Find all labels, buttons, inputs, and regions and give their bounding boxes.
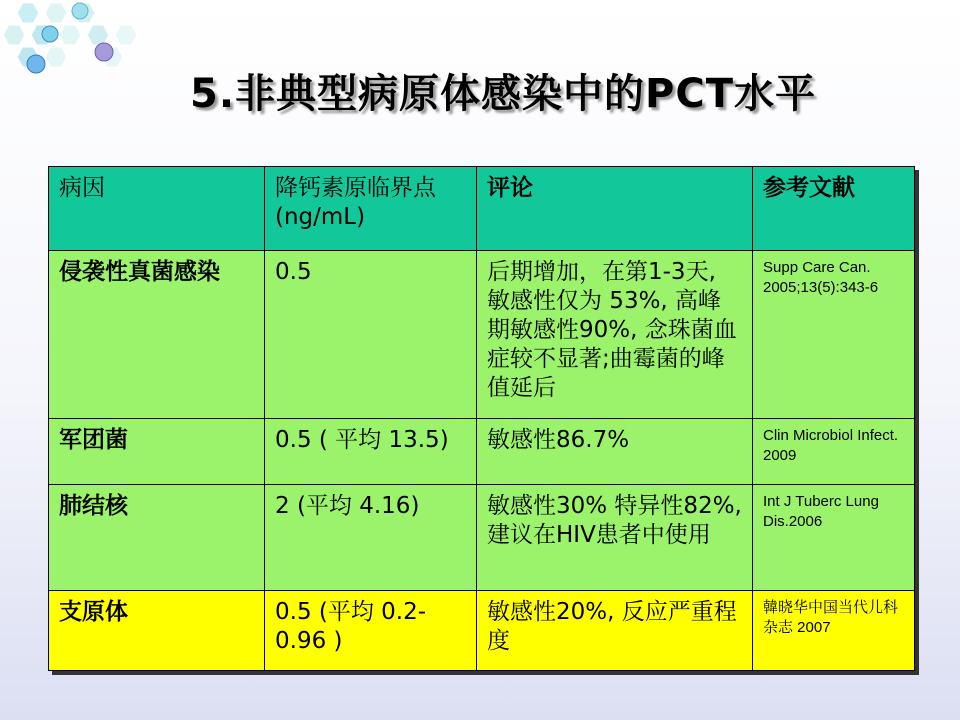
header-cause: 病因 — [49, 167, 265, 251]
cell-comment: 敏感性20%, 反应严重程度 — [477, 591, 753, 671]
cell-cutoff: 2 (平均 4.16) — [265, 485, 477, 591]
cell-comment: 敏感性30% 特异性82%, 建议在HIV患者中使用 — [477, 485, 753, 591]
cell-cause: 支原体 — [49, 591, 265, 671]
header-comment: 评论 — [477, 167, 753, 251]
cell-cause: 肺结核 — [49, 485, 265, 591]
table-header-row — [49, 167, 915, 251]
cell-reference: Int J Tuberc Lung Dis.2006 — [753, 485, 915, 591]
cell-cutoff: 0.5 — [265, 251, 477, 419]
cell-cutoff: 0.5 (平均 0.2-0.96 ) — [265, 591, 477, 671]
table-row — [49, 591, 915, 671]
table-row — [49, 419, 915, 485]
cell-comment: 后期增加，在第1-3天, 敏感性仅为 53%, 高峰期敏感性90%, 念珠菌血症较不显著;曲霉菌的峰值延后 — [477, 251, 753, 419]
cell-reference: 韓晓华中国当代儿科杂志 2007 — [753, 591, 915, 671]
cell-cause: 军团菌 — [49, 419, 265, 485]
pct-table — [48, 166, 915, 671]
cell-cause: 侵袭性真菌感染 — [49, 251, 265, 419]
header-cutoff: 降钙素原临界点(ng/mL) — [265, 167, 477, 251]
header-reference: 参考文献 — [753, 167, 915, 251]
page-title: 5.非典型病原体感染中的PCT水平 — [190, 71, 816, 117]
cell-reference: Clin Microbiol Infect. 2009 — [753, 419, 915, 485]
hexagon-decoration — [0, 0, 140, 90]
cell-comment: 敏感性86.7% — [477, 419, 753, 485]
cell-reference: Supp Care Can. 2005;13(5):343-6 — [753, 251, 915, 419]
table-row — [49, 251, 915, 419]
table-row — [49, 485, 915, 591]
cell-cutoff: 0.5 ( 平均 13.5) — [265, 419, 477, 485]
